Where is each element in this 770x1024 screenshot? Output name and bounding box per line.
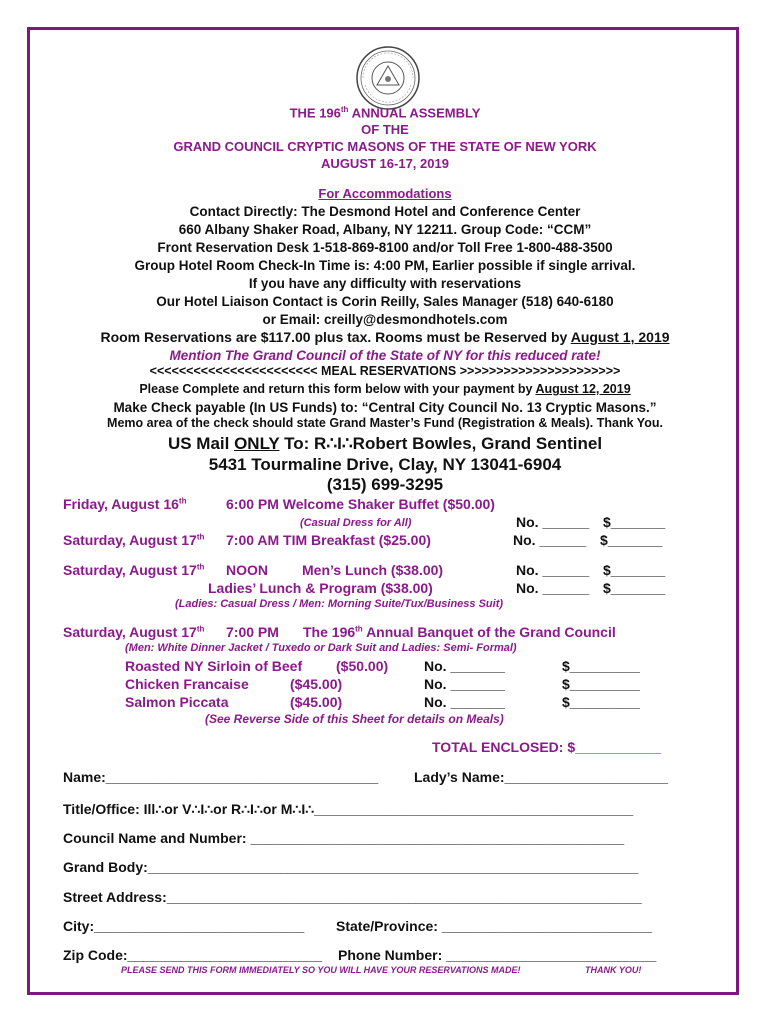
meal-line-2: Make Check payable (In US Funds) to: “Central City Council No. 13 Cryptic Masons.”	[113, 400, 657, 415]
entree-2-price: ($45.00)	[290, 676, 343, 692]
saturday-lunch-day: Saturday, August 17th	[63, 562, 205, 578]
saturday-banquet-time: 7:00 PM	[226, 624, 279, 640]
meal-line-3: Memo area of the check should state Grand Master’s Fund (Registration & Meals). Thank You.	[107, 416, 663, 430]
friday-event: 6:00 PM Welcome Shaker Buffet ($50.00)	[226, 496, 495, 512]
saturday-breakfast-day: Saturday, August 17th	[63, 532, 205, 548]
name-field[interactable]: Name:___________________________________	[63, 769, 379, 785]
friday-no-field[interactable]: No. ______	[516, 514, 590, 530]
acc-line-1: Contact Directly: The Desmond Hotel and Conference Center	[189, 204, 581, 219]
entree-3-amount-field[interactable]: $_________	[562, 694, 640, 710]
entree-1-name: Roasted NY Sirloin of Beef	[125, 658, 303, 674]
saturday-breakfast-event: 7:00 AM TIM Breakfast ($25.00)	[226, 532, 431, 548]
ladies-lunch-amount-field[interactable]: $_______	[603, 580, 666, 596]
mens-lunch: Men’s Lunch ($38.00)	[302, 562, 444, 578]
entree-1-no-field[interactable]: No. _______	[424, 658, 505, 674]
title-line-3: GRAND COUNCIL CRYPTIC MASONS OF THE STATE OF NEW YORK	[173, 139, 597, 154]
title-office-field[interactable]: Title/Office: Ill∴or V∴I∴or R∴I∴or M∴I∴_________________________________________	[63, 801, 634, 817]
total-enclosed-field[interactable]: TOTAL ENCLOSED: $___________	[432, 739, 661, 755]
accommodations-heading: For Accommodations	[318, 186, 452, 201]
entree-2-no-field[interactable]: No. _______	[424, 676, 505, 692]
mens-lunch-no-field[interactable]: No. ______	[516, 562, 590, 578]
entree-2-name: Chicken Francaise	[125, 676, 249, 692]
mail-to-line: US Mail ONLY To: R∴I∴Robert Bowles, Grand Sentinel	[167, 434, 603, 453]
saturday-lunch-time: NOON	[226, 562, 268, 578]
mail-phone: (315) 699-3295	[326, 475, 444, 494]
reverse-side-note: (See Reverse Side of this Sheet for details on Meals)	[205, 712, 504, 726]
acc-line-4: Group Hotel Room Check-In Time is: 4:00 PM, Earlier possible if single arrival.	[134, 258, 636, 273]
street-address-field[interactable]: Street Address:_____________________________________________________________	[63, 889, 642, 905]
meal-reservations-banner: <<<<<<<<<<<<<<<<<<<<<<< MEAL RESERVATIONS >>>>>>>>>>>>>>>>>>>>>>	[149, 364, 621, 378]
acc-line-3: Front Reservation Desk 1-518-869-8100 and/or Toll Free 1-800-488-3500	[157, 240, 613, 255]
acc-line-5: If you have any difficulty with reservations	[248, 276, 522, 291]
ladies-lunch-no-field[interactable]: No. ______	[516, 580, 590, 596]
acc-line-8: Room Reservations are $117.00 plus tax. Rooms must be Reserved by August 1, 2019	[100, 329, 670, 345]
entree-3-price: ($45.00)	[290, 694, 343, 710]
entree-3-no-field[interactable]: No. _______	[424, 694, 505, 710]
title-line-2: OF THE	[361, 122, 409, 137]
mens-lunch-amount-field[interactable]: $_______	[603, 562, 666, 578]
state-field[interactable]: State/Province: ___________________________	[336, 918, 653, 934]
acc-line-2: 660 Albany Shaker Road, Albany, NY 12211. Group Code: “CCM”	[178, 222, 592, 237]
footer-note: PLEASE SEND THIS FORM IMMEDIATELY SO YOU WILL HAVE YOUR RESERVATIONS MADE!	[121, 965, 521, 975]
entree-1-price: ($50.00)	[336, 658, 389, 674]
footer-thanks: THANK YOU!	[585, 965, 642, 975]
grand-body-field[interactable]: Grand Body:_______________________________________________________________	[63, 859, 639, 875]
friday-day: Friday, August 16th	[63, 496, 187, 512]
friday-amount-field[interactable]: $_______	[603, 514, 666, 530]
friday-dress-note: (Casual Dress for All)	[300, 517, 412, 529]
zip-field[interactable]: Zip Code:_________________________	[63, 947, 323, 963]
mail-address: 5431 Tourmaline Drive, Clay, NY 13041-6904	[208, 455, 562, 474]
phone-field[interactable]: Phone Number: ___________________________	[338, 947, 657, 963]
entree-3-name: Salmon Piccata	[125, 694, 229, 710]
city-field[interactable]: City:___________________________	[63, 918, 305, 934]
saturday-banquet-day: Saturday, August 17th	[63, 624, 205, 640]
mention-note: Mention The Grand Council of the State of NY for this reduced rate!	[169, 348, 601, 363]
meal-line-1: Please Complete and return this form below with your payment by August 12, 2019	[139, 382, 631, 396]
title-line-4: AUGUST 16-17, 2019	[321, 156, 449, 171]
acc-line-7: or Email: creilly@desmondhotels.com	[262, 312, 508, 327]
ladies-lunch: Ladies’ Lunch & Program ($38.00)	[208, 580, 433, 596]
lady-name-field[interactable]: Lady’s Name:_____________________	[414, 769, 669, 785]
title-line-1: THE 196th ANNUAL ASSEMBLY	[289, 105, 481, 121]
entree-2-amount-field[interactable]: $_________	[562, 676, 640, 692]
breakfast-no-field[interactable]: No. ______	[513, 532, 587, 548]
lunch-dress-note: (Ladies: Casual Dress / Men: Morning Suite/Tux/Business Suit)	[175, 598, 504, 610]
breakfast-amount-field[interactable]: $_______	[600, 532, 663, 548]
acc-line-6: Our Hotel Liaison Contact is Corin Reilly, Sales Manager (518) 640-6180	[156, 294, 614, 309]
banquet-dress-note: (Men: White Dinner Jacket / Tuxedo or Dark Suit and Ladies: Semi- Formal)	[125, 642, 517, 654]
council-field[interactable]: Council Name and Number: ________________________________________________	[63, 830, 625, 846]
banquet-event: The 196th Annual Banquet of the Grand Council	[303, 624, 616, 640]
entree-1-amount-field[interactable]: $_________	[562, 658, 640, 674]
